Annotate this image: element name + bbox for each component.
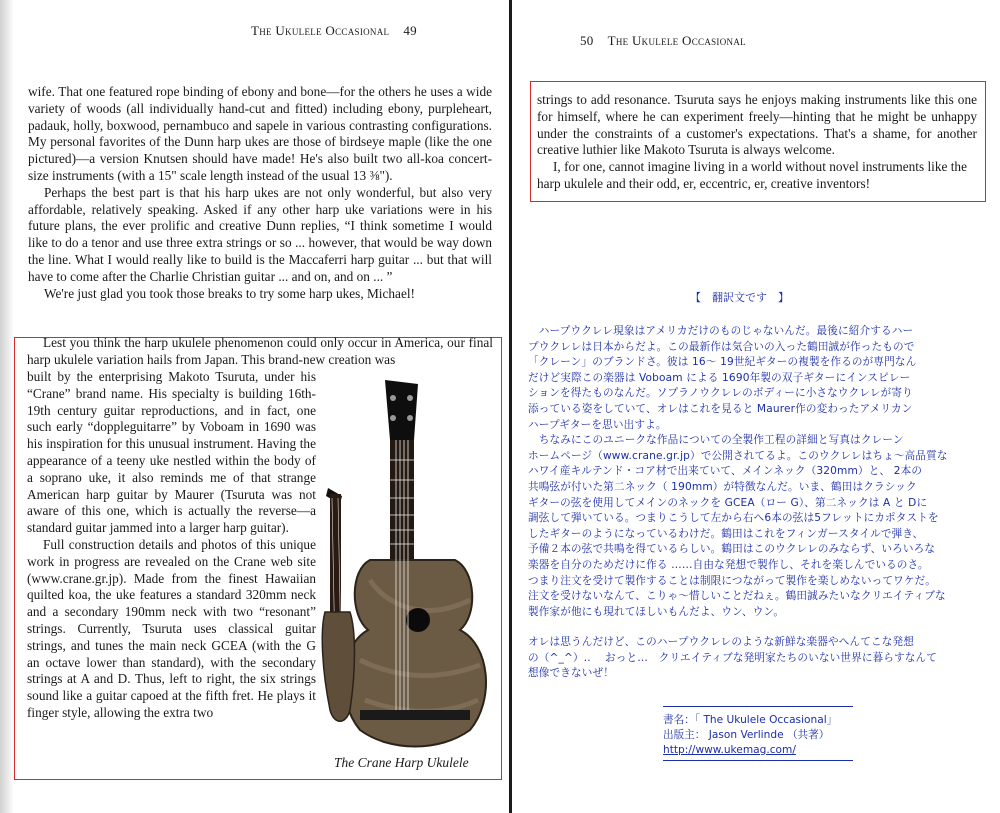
- translation-body: [528, 324, 996, 682]
- translation-line: 調弦して弾いている。つまりこうして左から右へ6本の弦は5フレットにカポタストを: [528, 512, 939, 525]
- translation-line: プウクレレは日本からだよ。この最新作は気合いの入った鶴田誠が作ったもので: [528, 340, 915, 353]
- page-number: 50: [580, 33, 594, 48]
- paragraph: We're just glad you took those breaks to try some harp ukes, Michael!: [44, 285, 415, 301]
- main-uke-neck: [390, 440, 414, 560]
- translation-line: ハープギターを思い出すよ。: [528, 418, 667, 431]
- translation-line: 「クレーン」のブランドさ。彼は 16～ 19世紀ギターの複製を作るのが専門なん: [528, 356, 917, 369]
- running-head-title: The Ukulele Occasional: [607, 33, 746, 48]
- bridge: [360, 710, 470, 720]
- website-link[interactable]: http://www.ukemag.com/: [663, 744, 796, 756]
- divider: [663, 706, 853, 707]
- article-continuation: [28, 84, 492, 302]
- translation-line: ちなみにこのユニークな作品についての全製作工程の詳細と写真はクレーン: [528, 434, 904, 447]
- running-head-title: The Ukulele Occasional: [251, 23, 390, 38]
- running-head-left: [251, 23, 417, 39]
- main-uke-head-icon: [385, 380, 418, 440]
- paragraph: built by the enterprising Makoto Tsuruta, under his “Crane” brand name. His specialty is building 16th-19th century guitar reproductions, and in fact, one such early “doppleguitarre” by Voboam in 1690 was his inspiration for this unusual instrument. Having the appearance of a teeny uke nestled within the body of a soprano uke, it also reminds me of that strange American harp guitar by Maurer (Tsuruta was not aware of this one, which is actually the reverse—a standard guitar jammed into a larger harp guitar).: [27, 369, 316, 536]
- small-uke-body: [322, 612, 354, 721]
- translation-line: 添っている姿をしていて、オレはこれを見ると Maurer作の変わったアメリカン: [528, 402, 913, 415]
- translation-line: 製作家が他にも現れてほしいもんだよ、ウン、ウン。: [528, 605, 785, 618]
- translation-paragraph-2: [528, 635, 996, 682]
- translation-line: 注文を受けないなんて、こりゃ～惜しいことだねぇ。鶴田誠みたいなクリエイティブな: [528, 590, 946, 603]
- translation-line: ションを得たものなんだ。ソプラノウクレレのボディーに小さなウクレレが寄り: [528, 387, 913, 400]
- translation-line: だけど実際この楽器は Voboam による 1690年製の双子ギターにインスピレー: [528, 371, 911, 384]
- paragraph: Perhaps the best part is that his harp ukes are not only wonderful, but also very affordable, relatively speaking. Asked if any other harp uke variations were in his future plans, the ever prolific and creative Dunn replies, “I think sometime I would like to do a tenor and use three extra strings or so ... however, that would be way down the line. What I would really like to build is the Maccaferri harp guitar ... but that will have to come after the Charlie Christian guitar ... and on, and on ... ”: [28, 184, 492, 284]
- paragraph: Full construction details and photos of this unique work in progress are revealed on the Crane web site (www.crane.gr.jp). Made from the finest Hawaiian quilted koa, the uke features a standard 320mm neck and a secondary 190mm neck with two “resonant” strings. Currently, Tsuruta uses classical guitar strings, and tunes the main neck GCEA (with the G an octave lower than standard), with the secondary strings at A and D. Thus, left to right, the six strings sound like a guitar capoed at the fifth fret. He plays it finger style, allowing the extra two: [27, 536, 316, 720]
- translation-line: ホームページ（www.crane.gr.jp）で公開されてるよ。このウクレレはちょ～高品質な: [528, 449, 948, 462]
- paragraph: strings to add resonance. Tsuruta says he enjoys making instruments like this one for himself, where he can experiment freely—hinting that he might be unhappy under the constraints of a customer's expectations. That's a shame, for another creative luthier like Makoto Tsuruta is always welcome.: [537, 92, 977, 158]
- publisher-line: 出版主： Jason Verlinde （共著）: [663, 729, 830, 741]
- source-citation: [663, 706, 853, 761]
- paragraph: Lest you think the harp ukulele phenomenon could only occur in America, our final harp ukulele variation hails from Japan. This brand-new creation was: [27, 335, 493, 367]
- translation-line: ハワイ産キルテンド・コア材で出来ていて、メインネック（320mm）と、 2本の: [528, 465, 923, 478]
- sound-hole: [406, 608, 430, 632]
- translation-line: つまり注文を受けて製作することは制限につながって製作を楽しめないってワケだ。: [528, 574, 937, 587]
- translation-paragraph-1: [528, 324, 996, 620]
- translation-line: ギターの弦を使用してメインのネックを GCEA（ロー G）、第二ネックは A と Dに: [528, 496, 928, 509]
- translation-line: ハープウクレレ現象はアメリカだけのものじゃないんだ。最後に紹介するハー: [528, 325, 914, 337]
- translation-line: 楽器を自分のためだけに作る ……自由な発想で製作し、それを楽しんでいるのさ。: [528, 558, 929, 571]
- translation-line: オレは思うんだけど、このハープウクレレのような新鮮な楽器やへんてこな発想: [528, 636, 914, 649]
- translation-line: の（^_^）.. おっと… クリエイティブな発明家たちのいない世界に暮らすなんて: [528, 651, 938, 664]
- photo-caption: The Crane Harp Ukulele: [334, 755, 469, 770]
- paragraph: I, for one, cannot imagine living in a world without novel instruments like the harp ukulele and their odd, er, eccentric, er, creative inventors!: [537, 159, 967, 191]
- translation-heading: 【 翻訳文です 】: [690, 291, 789, 304]
- harp-ukulele-photo: [320, 380, 495, 750]
- page-edge-shadow: [0, 0, 14, 813]
- page-number: 49: [403, 23, 417, 38]
- book-title-line: 書名：「 The Ukulele Occasional」: [663, 714, 838, 726]
- translation-line: 共鳴弦が付いた第二ネック（ 190mm）が特徴なんだ。いま、鶴田はクラシック: [528, 480, 917, 493]
- boxed-column-text: [27, 369, 316, 722]
- article-ending: [537, 92, 977, 193]
- paragraph: wife. That one featured rope binding of ebony and bone—for the others he uses a wide variety of woods (all individually hand-cut and fitted) including ebony, purpleheart, padauk, holly, boxwood, pernambuco and sapele in various contrasting configurations. My personal favorites of the Dunn harp ukes are those of birdseye maple (like the one pictured)—a version Knutsen should have made! He's also built two all-koa concert-size instruments (with a 15" scale length instead of the usual 13 ⅜").: [28, 84, 492, 183]
- translation-line: 想像できないぜ！: [528, 667, 614, 680]
- translation-line: したギターのようになっているわけだ。鶴田はこれをフィンガースタイルで弾き、: [528, 527, 924, 540]
- divider: [663, 760, 853, 761]
- translation-line: 予備２本の弦で共鳴を得ているらしい。鶴田はこのウクレレのみならず、いろいろな: [528, 543, 936, 556]
- boxed-intro: [27, 335, 493, 369]
- running-head-right: [580, 33, 746, 49]
